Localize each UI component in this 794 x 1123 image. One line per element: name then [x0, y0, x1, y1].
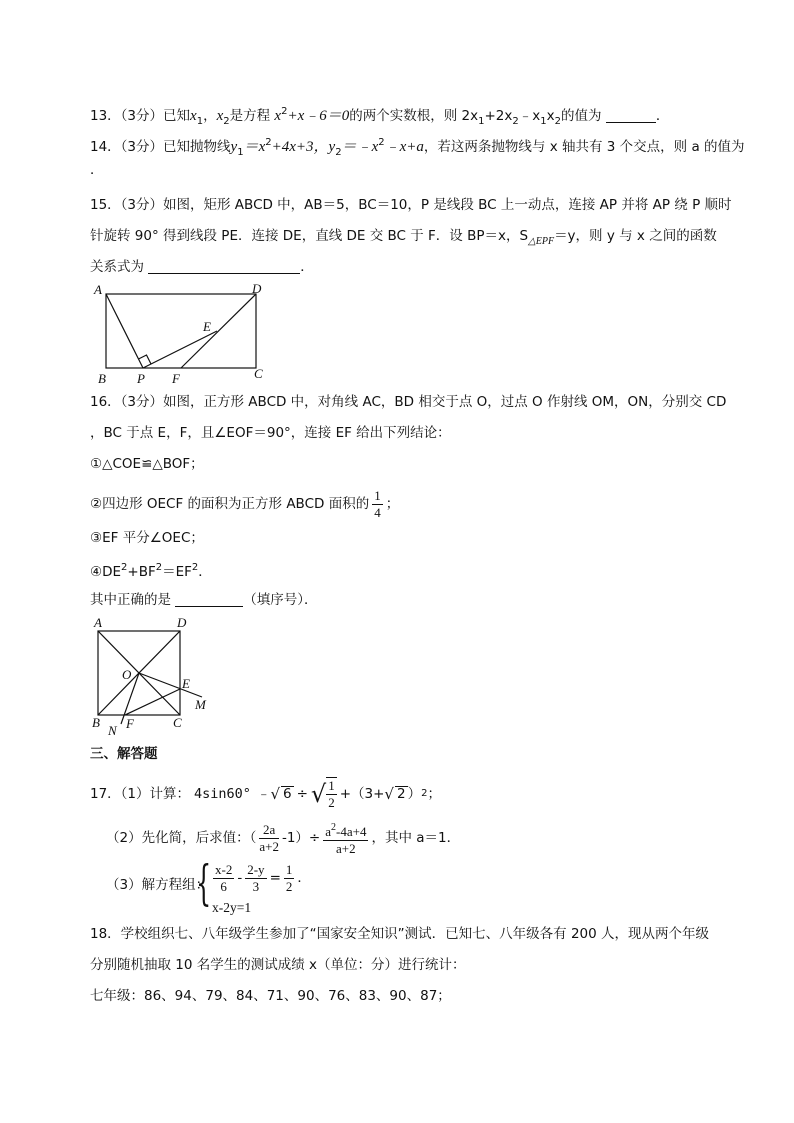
q17-p1-half-den: 2	[328, 795, 335, 810]
q17-p2-mid: -1）÷	[281, 830, 321, 846]
q16-c2-fraction	[372, 488, 383, 521]
q14-eq2-sup: 2	[378, 137, 385, 148]
q17-p1-half-num: 1	[328, 778, 335, 793]
q17-p2-frac1-den: a+2	[259, 838, 279, 854]
q15-text3: 关系式为	[90, 259, 144, 275]
q17-p2-frac2-a: a	[325, 823, 332, 839]
q17-p1-sup: 2	[421, 788, 428, 799]
radical-icon: √	[384, 785, 394, 803]
q14-y2: y	[328, 139, 336, 155]
q16-conclusion-4	[90, 558, 212, 582]
q17-p1-sqrt6: 6	[283, 786, 292, 802]
question-13	[90, 102, 669, 132]
q13-sub2: 2	[223, 116, 230, 127]
q15-rect-abcd	[106, 294, 256, 368]
q13-intro: 13．（3分）已知	[90, 108, 191, 124]
q15-segment-ap	[106, 294, 143, 368]
q16-square-figure	[88, 614, 218, 738]
section-3-heading	[90, 744, 158, 764]
q15-end: ．	[300, 259, 314, 275]
q16-label-a: A	[94, 615, 102, 630]
q17-p2-frac2-den: a+2	[336, 840, 356, 856]
question-15-line2	[90, 226, 717, 252]
q16-conclusion-1	[90, 454, 204, 474]
q15-answer-blank[interactable]	[148, 259, 300, 274]
question-18-line3	[90, 986, 451, 1006]
q13-tail: 的两个实数根，则 2x	[349, 108, 479, 124]
q17-p2-end: ，其中 a＝1．	[371, 830, 461, 846]
q16-c4-sup1: 2	[121, 562, 128, 573]
q15-label-c: C	[254, 366, 263, 381]
q16-answer-blank[interactable]	[175, 592, 243, 607]
q13-t5: 1	[540, 116, 547, 127]
q14-eq1: ＝x	[243, 139, 266, 155]
q16-c4c: ＝EF	[162, 564, 192, 580]
q17-eq1-end: ．	[297, 870, 311, 886]
q13-end: 的值为	[561, 108, 602, 124]
q14-eq1-sup: 2	[265, 137, 272, 148]
q17-eq1-equals: =	[269, 870, 281, 886]
brace-icon: {	[196, 855, 212, 911]
q17-p1-end: ；	[427, 786, 441, 802]
q15-segment-pe	[143, 331, 217, 368]
q16-question	[90, 590, 318, 610]
question-16-line2	[90, 423, 451, 443]
q16-c4a: ④DE	[90, 564, 122, 580]
q17-p2-frac2	[323, 820, 368, 857]
q15-area-sub: △EPF	[528, 236, 555, 247]
q17-p2-label: （2）先化简，后求值：（	[106, 830, 257, 846]
q15-label-b: B	[98, 371, 106, 386]
q16-label-n: N	[108, 723, 117, 738]
q13-sub1: 1	[196, 116, 204, 127]
q16-c2-end: ；	[385, 496, 400, 512]
q16-text2: ，BC 于点 E，F，且∠EOF＝90°，连接 EF 给出下列结论：	[90, 425, 451, 441]
q13-t6: x	[546, 108, 555, 124]
q16-c2-num: 1	[374, 487, 381, 503]
question-14	[90, 133, 745, 163]
q16-c4-sup3: 2	[191, 562, 199, 573]
radical-icon: √	[270, 785, 280, 803]
q15-label-d: D	[252, 281, 262, 296]
q15-label-p: P	[137, 371, 145, 386]
section-3-title: 三、解答题	[90, 746, 158, 762]
q17-eq1-f1	[213, 862, 234, 895]
question-18-line1	[90, 924, 709, 944]
q16-label-c: C	[173, 715, 182, 730]
q16-conclusion-3	[90, 528, 204, 548]
q17-eq1-f2	[245, 862, 266, 895]
q17-p1-label: 17．（1）计算：	[90, 786, 191, 802]
q13-t4: ﹣x	[518, 108, 541, 124]
q14-eq2: ＝﹣x	[341, 139, 379, 155]
q18-text1: 18．学校组织七、八年级学生参加了“国家安全知识”测试．已知七、八年级各有 200 人，现从两个年级	[90, 926, 710, 942]
q13-x1: x	[190, 108, 197, 124]
q17-eq1-f2-den: 3	[252, 878, 260, 894]
q17-eq1-f3-den: 2	[285, 878, 293, 894]
question-16-line1	[90, 392, 726, 412]
q16-segment-ef	[125, 689, 180, 715]
q13-mid: 是方程	[229, 108, 275, 124]
q13-eq-x: x	[274, 108, 282, 124]
q16-text1: 16．（3分）如图，正方形 ABCD 中，对角线 AC，BD 相交于点 O，过点 O 作射线 OM，ON，分别交 CD	[90, 394, 727, 410]
q16-c3: ③EF 平分∠OEC；	[90, 530, 204, 546]
question-18-line2	[90, 955, 466, 975]
q17-p1-plus: +（3+	[339, 786, 385, 802]
q17-p1-sqrt2: 2	[396, 786, 406, 802]
q13-eq-rest: +x﹣6＝0	[287, 108, 350, 124]
q17-p3-label: （3）解方程组：	[106, 877, 210, 893]
q15-text2b: ＝y，则 y 与 x 之间的函数	[554, 228, 717, 244]
q17-p1-sin: 4sin60°	[194, 786, 251, 802]
q14-eq2-rest: ﹣x+a	[384, 139, 424, 155]
q13-t3: 2	[512, 116, 519, 127]
q16-label-e: E	[182, 676, 190, 691]
q16-c2-text: ②四边形 OECF 的面积为正方形 ABCD 面积的	[90, 496, 370, 512]
question-14-line2	[90, 160, 104, 180]
q17-eq1-f1-num: x-2	[215, 861, 233, 877]
q13-x2: x	[216, 108, 224, 124]
q17-p1-minus: ﹣	[256, 786, 271, 802]
q16-c2-den: 4	[374, 504, 381, 520]
q17-p2-frac2-sup: 2	[331, 821, 337, 833]
q17-p1-paren: ）	[407, 786, 422, 802]
q17-eq1-f3-num: 1	[285, 861, 293, 877]
q13-answer-blank[interactable]	[606, 108, 656, 123]
q14-y2-sub: 2	[335, 147, 342, 158]
q15-text2a: 针旋转 90° 得到线段 PE．连接 DE，直线 DE 交 BC 于 F．设 BP＝x，S	[90, 228, 529, 244]
q14-rest: ，若这两条抛物线与 x 轴共有 3 个交点，则 a 的值为	[423, 139, 745, 155]
q13-comma: ，	[203, 108, 217, 124]
q16-label-o: O	[122, 667, 132, 682]
q18-text2: 分别随机抽取 10 名学生的测试成绩 x（单位：分）进行统计：	[90, 957, 466, 973]
q16-q-end: （填序号）．	[243, 592, 318, 608]
q16-label-m: M	[195, 697, 206, 712]
q17-p1-div: ÷	[296, 786, 308, 802]
q16-c4-sup2: 2	[155, 562, 163, 573]
q15-text1: 15．（3分）如图，矩形 ABCD 中，AB＝5，BC＝10，P 是线段 BC 上一动点，连接 AP 并将 AP 绕 P 顺时	[90, 197, 732, 213]
q14-period: ．	[90, 162, 104, 178]
q16-q-text: 其中正确的是	[90, 592, 171, 608]
q13-t1: 1	[478, 116, 485, 127]
q16-c4b: +BF	[127, 564, 156, 580]
q17-eq1-f1-den: 6	[220, 878, 227, 894]
q14-y1: y	[230, 139, 238, 155]
q14-intro: 14．（3分）已知抛物线	[90, 139, 231, 155]
q13-eq-sup: 2	[281, 106, 288, 117]
q17-p1-sqrt-half	[326, 777, 337, 811]
q17-p2-frac1-num: 2a	[259, 822, 279, 839]
q16-c4d: ．	[198, 564, 212, 580]
question-15-line1	[90, 195, 732, 215]
q14-eq1-rest: +4x+3，	[271, 139, 329, 155]
q17-eq1-f3	[284, 862, 295, 895]
q15-label-f: F	[172, 371, 180, 386]
q16-label-f: F	[126, 716, 134, 731]
q17-p2-frac1	[259, 822, 279, 855]
q15-line-df	[181, 294, 256, 368]
q15-rectangle-figure	[88, 280, 278, 388]
q17-eq2: x-2y=1	[212, 900, 252, 915]
q16-label-b: B	[92, 715, 100, 730]
q17-eq1	[210, 862, 311, 894]
q17-eq1-minus: -	[237, 870, 243, 886]
q15-label-a: A	[94, 282, 102, 297]
q17-eq1-f2-num: 2-y	[247, 861, 265, 877]
q16-c1: ①△COE≌△BOF；	[90, 456, 204, 472]
q17-part1	[90, 772, 441, 816]
q17-part2	[106, 818, 460, 858]
question-15-line3	[90, 257, 314, 277]
q14-y1-sub: 1	[237, 147, 244, 158]
q18-text3: 七年级：86、94、79、84、71、90、76、83、90、87；	[90, 988, 451, 1004]
q16-conclusion-2	[90, 484, 399, 524]
q13-t7: 2	[554, 116, 562, 127]
q16-label-d: D	[177, 615, 187, 630]
q17-p2-frac2-rest: -4a+4	[336, 823, 367, 839]
q13-dot: ．	[655, 108, 670, 124]
q13-t2: +2x	[484, 108, 513, 124]
radical-icon: √	[310, 780, 327, 808]
q15-label-e: E	[203, 319, 211, 334]
